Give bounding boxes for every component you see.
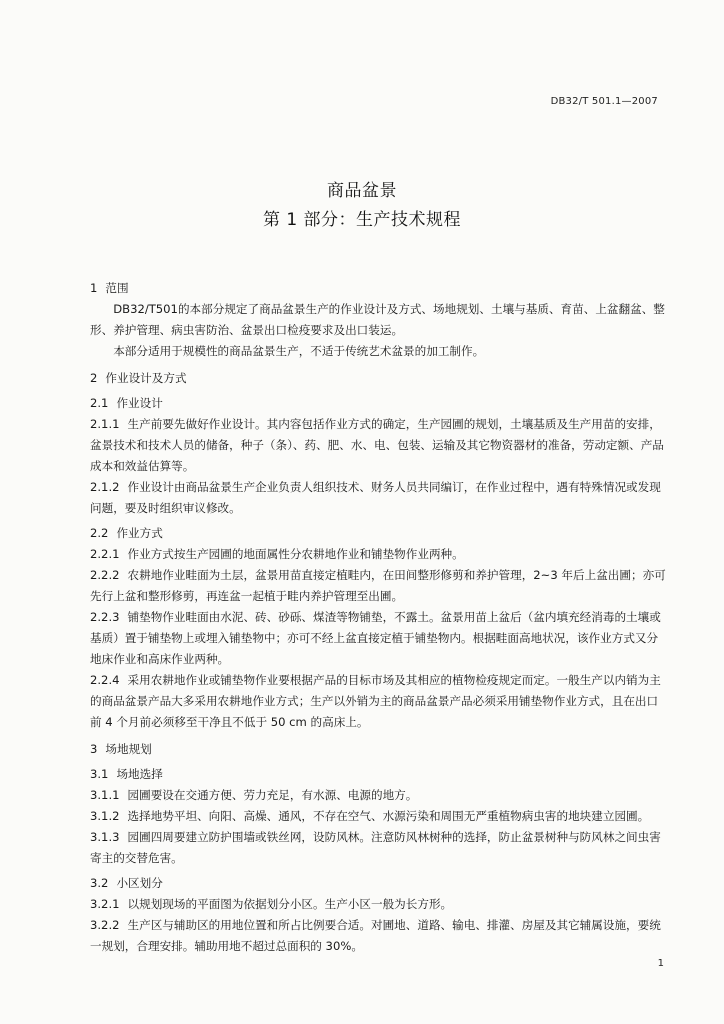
clause-number: 3.1.2 — [90, 809, 120, 823]
clause-text: 小区划分 — [116, 876, 163, 890]
document-code: DB32/T 501.1—2007 — [550, 96, 658, 107]
clause-number: 3.1 — [90, 767, 109, 781]
clause-number: 2.2 — [90, 526, 109, 540]
paragraph — [90, 299, 666, 341]
clause-number: 3.1.3 — [90, 830, 120, 844]
clause-number: 2.1 — [90, 396, 109, 410]
clause-text: 以规划现场的平面图为依据划分小区。生产小区一般为长方形。 — [127, 897, 453, 911]
clause-number: 2.2.2 — [90, 568, 120, 582]
clause-text: 场地选择 — [116, 767, 163, 781]
section-heading — [90, 278, 666, 299]
clause-text: 生产区与辅助区的用地位置和所占比例要合适。对圃地、道路、输电、排灌、房屋及其它辅属设施，要统一规划，合理安排。辅助用地不超过总面积的 30%。 — [90, 918, 661, 953]
subsection-heading — [90, 393, 666, 414]
clause-number: 2.1.2 — [90, 480, 120, 494]
clause — [90, 827, 666, 869]
clause-number: 3.2.1 — [90, 897, 120, 911]
paragraph — [90, 341, 666, 362]
clause-text: 采用农耕地作业或铺垫物作业要根据产品的目标市场及其相应的植物检疫规定而定。一般生产以内销为主的商品盆景产品大多采用农耕地作业方式；生产以外销为主的商品盆景产品必须采用铺垫物作业方式，且在出口前 4 个月前必须移至干净且不低于 50 cm 的高床上。 — [90, 673, 661, 729]
clause-text: 场地规划 — [105, 742, 152, 756]
clause-number: 3.1.1 — [90, 788, 120, 802]
clause — [90, 565, 666, 607]
section-heading — [90, 368, 666, 389]
clause-text: 铺垫物作业畦面由水泥、砖、砂砾、煤渣等物铺垫，不露土。盆景用苗上盆后（盆内填充经消毒的土壤或基质）置于铺垫物上或埋入铺垫物中；亦可不经上盆直接定植于铺垫物内。根据畦面高地状况，该作业方式又分地床作业和高床作业两种。 — [90, 610, 661, 666]
clause — [90, 670, 666, 733]
clause-text: DB32/T501的本部分规定了商品盆景生产的作业设计及方式、场地规划、土壤与基质、育苗、上盆翻盆、整形、养护管理、病虫害防治、盆景出口检疫要求及出口装运。 — [90, 302, 665, 337]
clause-number: 2 — [90, 371, 98, 385]
clause — [90, 414, 666, 477]
clause-text: 园圃四周要建立防护围墙或铁丝网，设防风林。注意防风林树种的选择，防止盆景树种与防风林之间虫害寄主的交替危害。 — [90, 830, 661, 865]
clause-text: 生产前要先做好作业设计。其内容包括作业方式的确定，生产园圃的规划，土壤基质及生产用苗的安排，盆景技术和技术人员的储备，种子（条）、药、肥、水、电、包装、运输及其它物资器材的准备，劳动定额、产品成本和效益估算等。 — [90, 417, 664, 473]
clause-text: 作业设计 — [116, 396, 163, 410]
clause — [90, 915, 666, 957]
clause-text: 作业设计由商品盆景生产企业负责人组织技术、财务人员共同编订，在作业过程中，遇有特殊情况或发现问题，要及时组织审议修改。 — [90, 480, 661, 515]
document-title: 商品盆景 — [327, 181, 397, 201]
clause-text: 范围 — [105, 281, 129, 295]
clause-text: 本部分适用于规模性的商品盆景生产，不适于传统艺术盆景的加工制作。 — [113, 344, 485, 358]
clause-number: 3.2 — [90, 876, 109, 890]
clause — [90, 894, 666, 915]
clause-number: 3 — [90, 742, 98, 756]
section-heading — [90, 739, 666, 760]
clause-number: 2.2.4 — [90, 673, 120, 687]
clause-text: 选择地势平坦、向阳、高燥、通风，不存在空气、水源污染和周围无严重植物病虫害的地块建立园圃。 — [127, 809, 650, 823]
clause-text: 农耕地作业畦面为土层，盆景用苗直接定植畦内，在田间整形修剪和养护管理，2~3 年后上盆出圃；亦可先行上盆和整形修剪，再连盆一起植于畦内养护管理至出圃。 — [90, 568, 666, 603]
document-body — [90, 272, 666, 957]
clause-number: 2.2.3 — [90, 610, 120, 624]
clause — [90, 806, 666, 827]
clause — [90, 785, 666, 806]
document-subtitle: 第 1 部分：生产技术规程 — [262, 210, 462, 230]
subsection-heading — [90, 764, 666, 785]
clause-text: 园圃要设在交通方便、劳力充足，有水源、电源的地方。 — [127, 788, 418, 802]
clause-number: 2.1.1 — [90, 417, 120, 431]
clause-number: 2.2.1 — [90, 547, 120, 561]
clause — [90, 607, 666, 670]
clause-text: 作业设计及方式 — [105, 371, 187, 385]
clause-number: 3.2.2 — [90, 918, 120, 932]
subsection-heading — [90, 873, 666, 894]
subsection-heading — [90, 523, 666, 544]
clause — [90, 544, 666, 565]
page-number: 1 — [657, 958, 664, 969]
clause-text: 作业方式 — [116, 526, 163, 540]
clause-number: 1 — [90, 281, 98, 295]
clause-text: 作业方式按生产园圃的地面属性分农耕地作业和铺垫物作业两种。 — [127, 547, 464, 561]
clause — [90, 477, 666, 519]
